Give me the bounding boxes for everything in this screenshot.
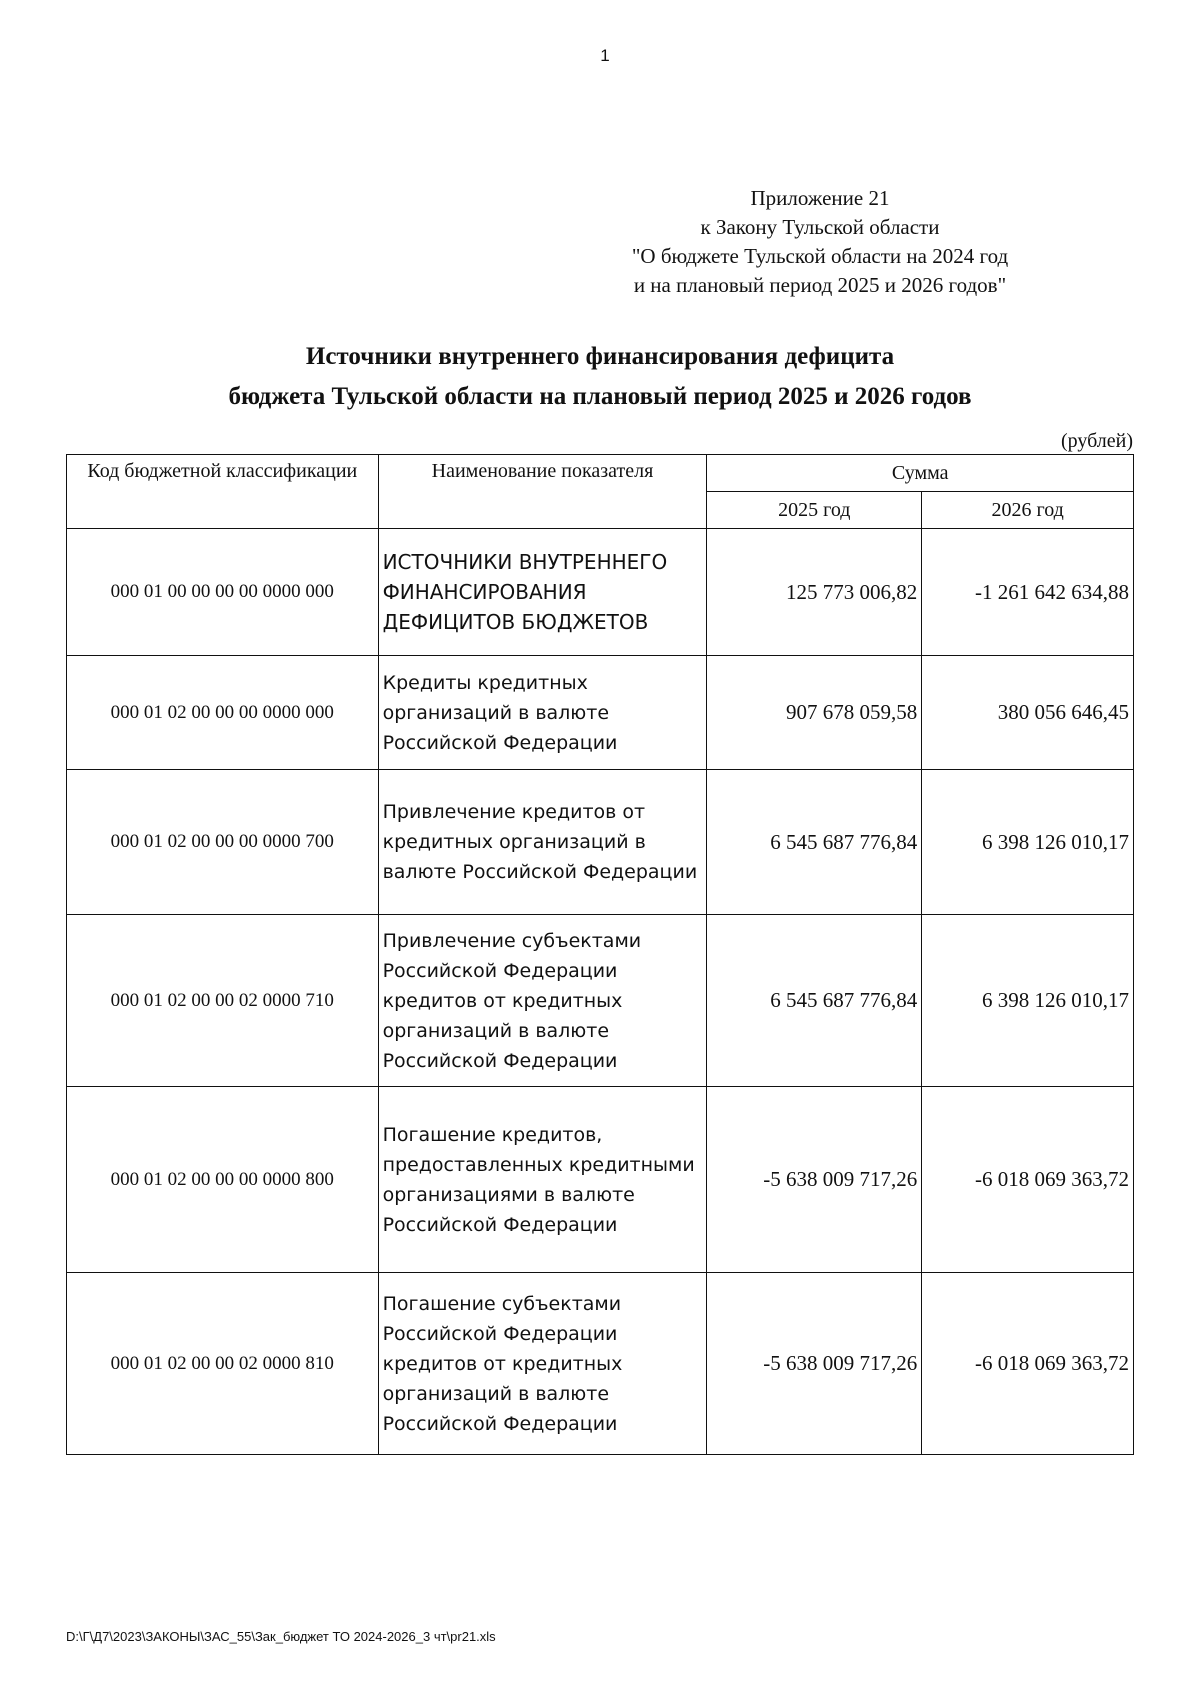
- file-path-footer: D:\Г\Д7\2023\ЗАКОНЫ\ЗАС_55\Зак_бюджет ТО 2024-2026_3 чт\pr21.xls: [66, 1629, 496, 1644]
- row-name: Привлечение субъектами Российской Федерации кредитов от кредитных организаций в валюте Российской Федерации: [378, 915, 707, 1087]
- row-name: Погашение кредитов, предоставленных кредитными организациями в валюте Российской Федерации: [378, 1087, 707, 1273]
- header-sum: Сумма: [707, 455, 1134, 492]
- row-name: ИСТОЧНИКИ ВНУТРЕННЕГО ФИНАНСИРОВАНИЯ ДЕФИЦИТОВ БЮДЖЕТОВ: [378, 529, 707, 656]
- row-value-2025: 907 678 059,58: [707, 656, 922, 770]
- row-value-2025: -5 638 009 717,26: [707, 1273, 922, 1455]
- row-value-2026: 6 398 126 010,17: [922, 770, 1134, 915]
- table-row: [67, 1273, 1134, 1455]
- row-code: 000 01 02 00 00 02 0000 710: [67, 915, 379, 1087]
- unit-label: (рублей): [1060, 430, 1133, 452]
- row-value-2025: 6 545 687 776,84: [707, 915, 922, 1087]
- row-code: 000 01 02 00 00 00 0000 000: [67, 656, 379, 770]
- appendix-line-3: "О бюджете Тульской области на 2024 год: [631, 244, 1009, 268]
- header-year-2026: 2026 год: [922, 492, 1134, 529]
- page-number: 1: [600, 46, 610, 65]
- title-line-2: бюджета Тульской области на плановый период 2025 и 2026 годов: [228, 383, 972, 410]
- row-value-2026: 6 398 126 010,17: [922, 915, 1134, 1087]
- table-row: [67, 770, 1134, 915]
- table-row: [67, 529, 1134, 656]
- appendix-reference: [560, 184, 1080, 300]
- header-name: Наименование показателя: [378, 455, 707, 529]
- row-value-2025: 6 545 687 776,84: [707, 770, 922, 915]
- row-value-2026: -1 261 642 634,88: [922, 529, 1134, 656]
- row-value-2026: 380 056 646,45: [922, 656, 1134, 770]
- header-year-2025: 2025 год: [707, 492, 922, 529]
- title-line-1: Источники внутреннего финансирования дефицита: [305, 343, 895, 370]
- row-value-2026: -6 018 069 363,72: [922, 1273, 1134, 1455]
- row-name: Кредиты кредитных организаций в валюте Российской Федерации: [378, 656, 707, 770]
- row-code: 000 01 02 00 00 00 0000 700: [67, 770, 379, 915]
- budget-sources-table: [66, 454, 1134, 1455]
- row-code: 000 01 02 00 00 00 0000 800: [67, 1087, 379, 1273]
- row-code: 000 01 02 00 00 02 0000 810: [67, 1273, 379, 1455]
- header-code: Код бюджетной классификации: [67, 455, 379, 529]
- row-name: Привлечение кредитов от кредитных организаций в валюте Российской Федерации: [378, 770, 707, 915]
- table-row: [67, 1087, 1134, 1273]
- row-value-2026: -6 018 069 363,72: [922, 1087, 1134, 1273]
- appendix-line-1: Приложение 21: [750, 186, 890, 210]
- appendix-line-2: к Закону Тульской области: [700, 215, 940, 239]
- appendix-line-4: и на плановый период 2025 и 2026 годов": [633, 273, 1007, 297]
- table-row: [67, 915, 1134, 1087]
- row-code: 000 01 00 00 00 00 0000 000: [67, 529, 379, 656]
- row-value-2025: 125 773 006,82: [707, 529, 922, 656]
- row-value-2025: -5 638 009 717,26: [707, 1087, 922, 1273]
- table-row: [67, 656, 1134, 770]
- row-name: Погашение субъектами Российской Федерации кредитов от кредитных организаций в валюте Российской Федерации: [378, 1273, 707, 1455]
- document-title: [60, 337, 1140, 417]
